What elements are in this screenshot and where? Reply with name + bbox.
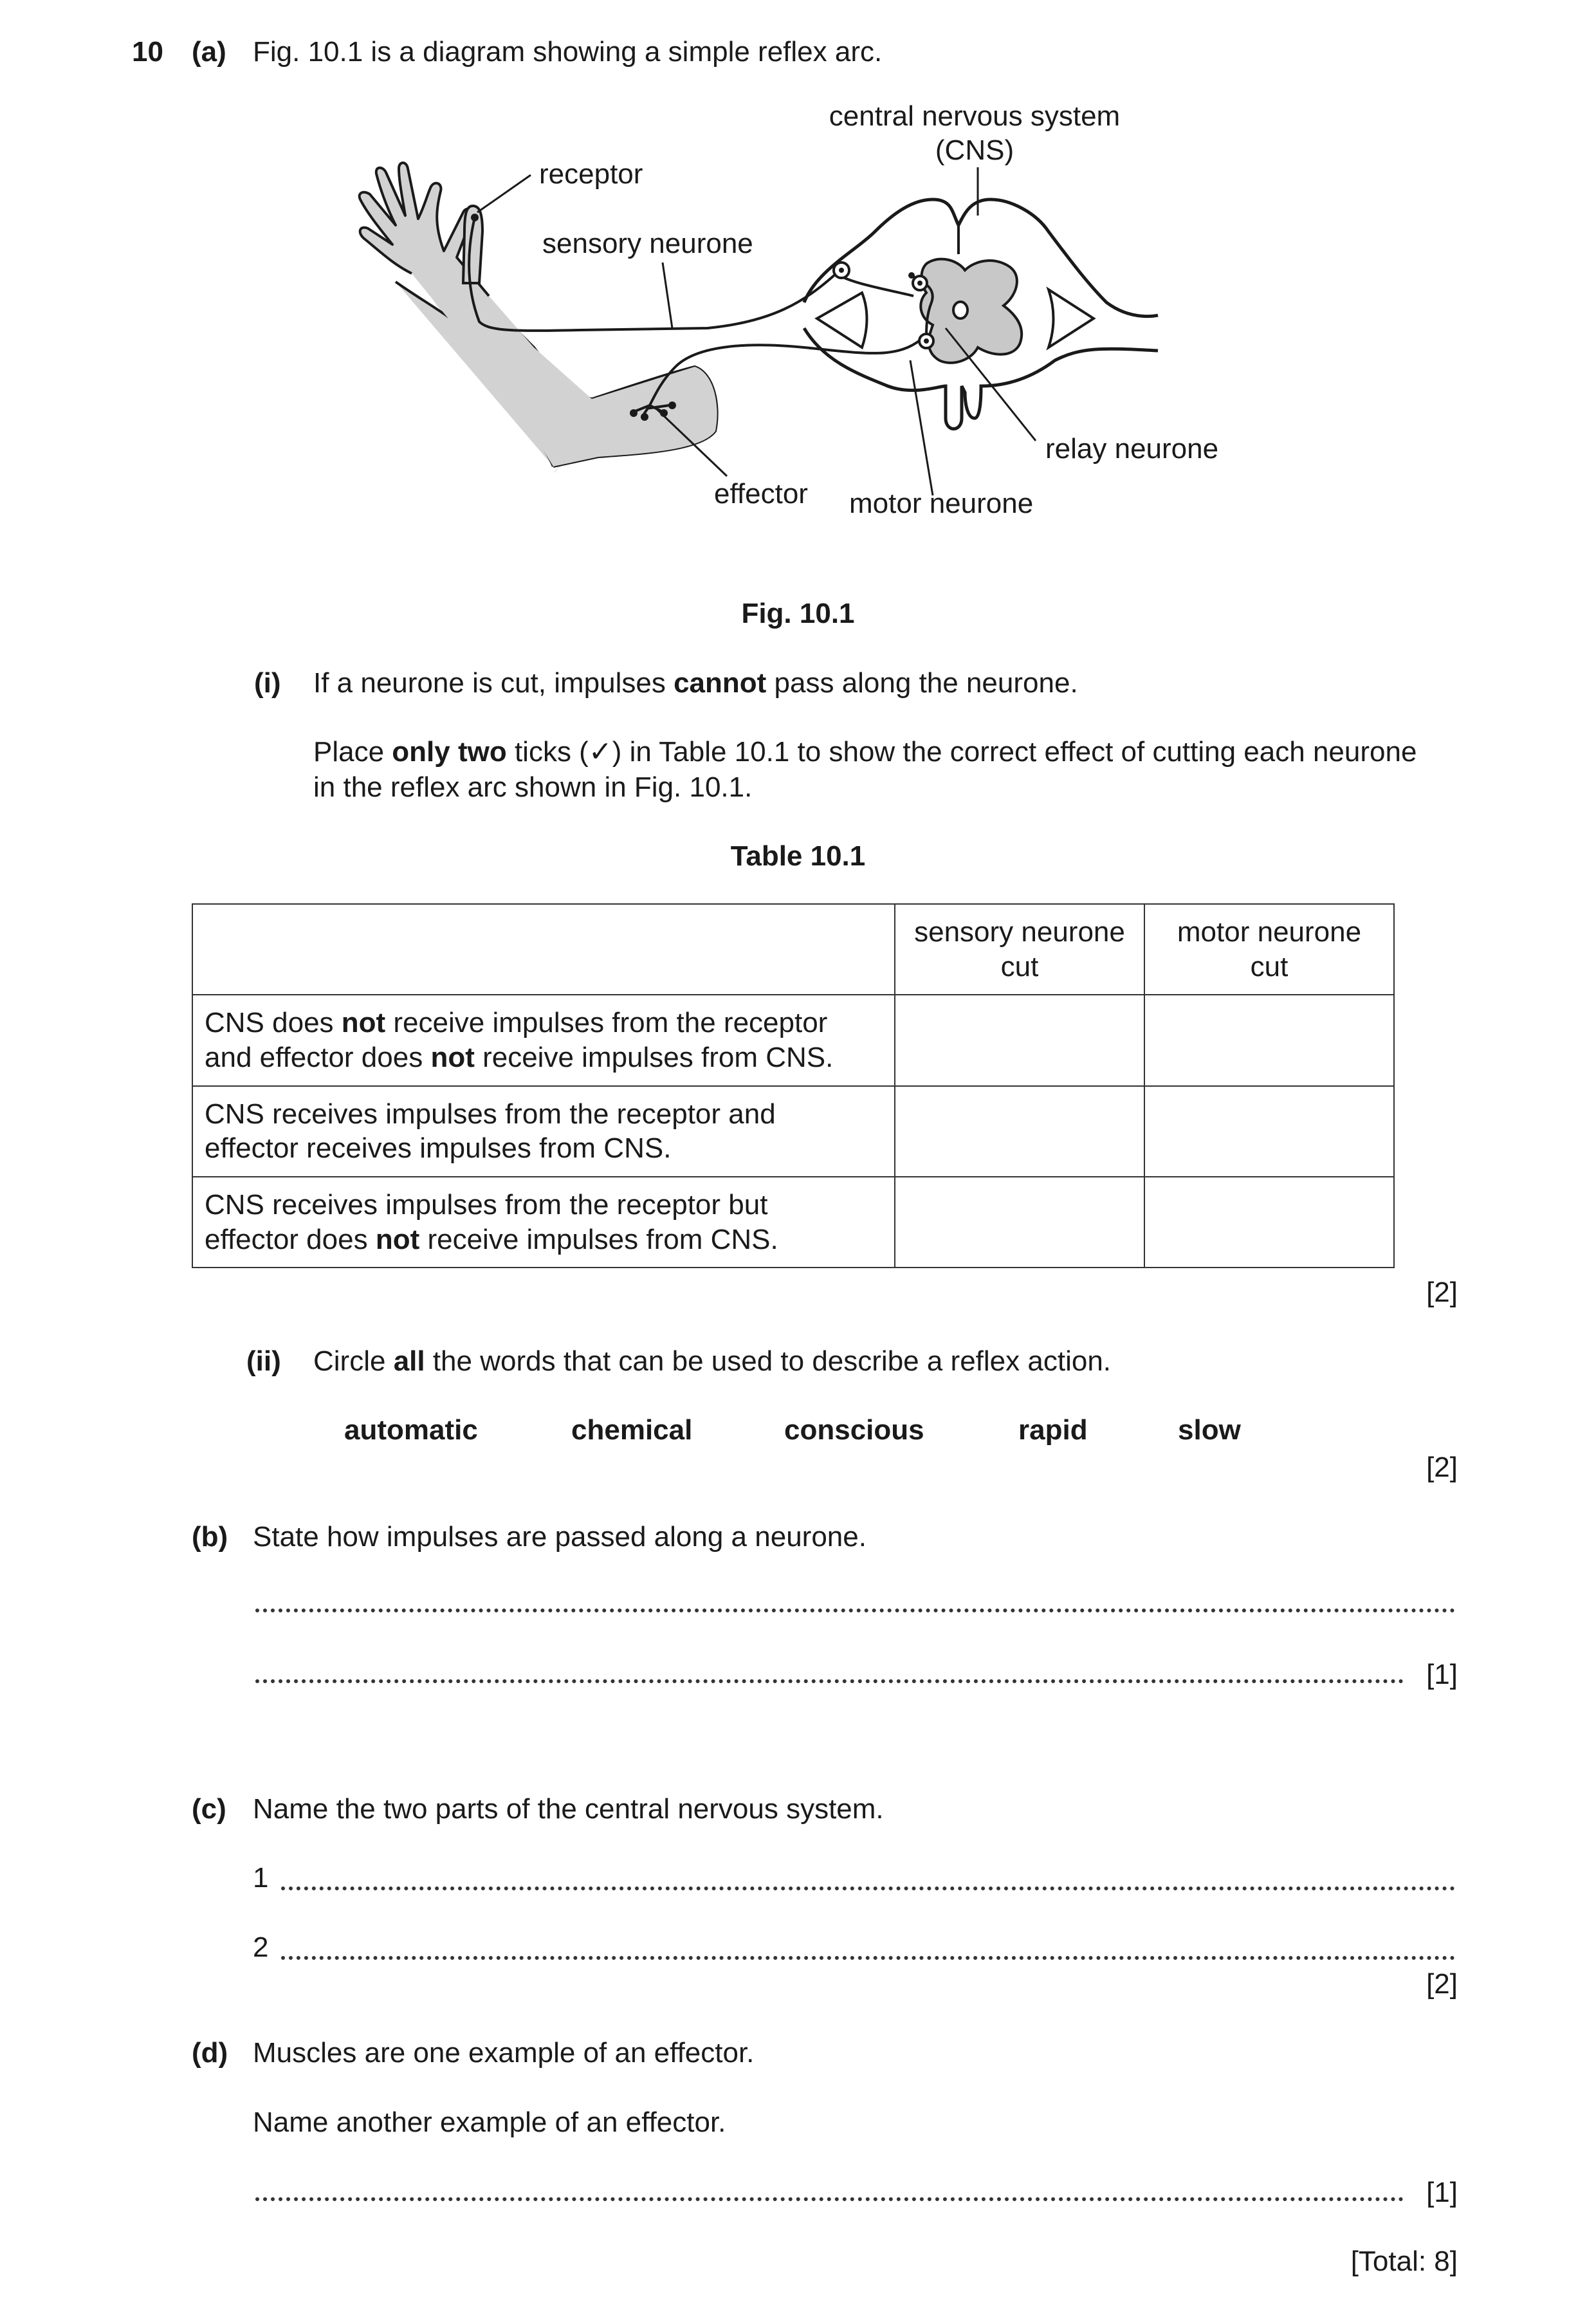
row1-text-e: not: [430, 1042, 475, 1074]
row2-text-b: effector receives impulses from CNS.: [205, 1132, 672, 1165]
table-header-blank: [192, 904, 895, 995]
row3-text-c: not: [375, 1223, 420, 1255]
row1-description: [192, 995, 895, 1085]
part-i-line1: [313, 667, 1078, 701]
row1-text-b: not: [341, 1007, 386, 1039]
row2-text-a: CNS receives impulses from the receptor and: [205, 1098, 776, 1130]
sensory-neurone-label: sensory neurone: [542, 228, 753, 259]
row2-description: [192, 1086, 895, 1177]
word-chemical[interactable]: chemical: [571, 1414, 693, 1446]
part-i-line1-pre: If a neurone is cut, impulses: [313, 667, 674, 699]
part-i-line3: in the reflex arc shown in Fig. 10.1.: [313, 771, 753, 803]
part-a-intro: Fig. 10.1 is a diagram showing a simple reflex arc.: [253, 36, 883, 68]
table-10-1: [192, 903, 1395, 1268]
row2-sensory-tick-cell[interactable]: [895, 1086, 1144, 1177]
row3-text-a: CNS receives impulses from the receptor but: [205, 1189, 768, 1221]
row1-text-a: CNS does: [205, 1007, 342, 1039]
motor-leader: [910, 360, 933, 495]
part-c-item-1: 1: [253, 1862, 269, 1894]
row1-text-f: receive impulses from CNS.: [474, 1042, 834, 1074]
part-ii-prompt-post: the words that can be used to describe a reflex action.: [425, 1345, 1112, 1377]
part-c-answer-line-1[interactable]: [281, 1886, 1455, 1890]
receptor-leader: [477, 175, 531, 212]
row3-sensory-tick-cell[interactable]: [895, 1177, 1144, 1268]
effector-label: effector: [714, 478, 808, 510]
row3-text-d: receive impulses from CNS.: [419, 1223, 778, 1255]
sensory-leader: [663, 263, 672, 328]
grey-matter: [921, 259, 1022, 363]
row1-sensory-tick-cell[interactable]: [895, 995, 1144, 1085]
receptor-label: receptor: [539, 158, 643, 190]
cns-label-line2: (CNS): [935, 134, 1014, 166]
total-marks: [Total: 8]: [1350, 2246, 1458, 2277]
part-d-label: (d): [192, 2037, 228, 2069]
header-sensory-neurone-cut: sensory neurone cut: [895, 904, 1144, 995]
word-conscious[interactable]: conscious: [784, 1414, 924, 1446]
part-c-mark: [2]: [1426, 1968, 1458, 2000]
word-automatic[interactable]: automatic: [344, 1414, 478, 1446]
motor-neurone-label: motor neurone: [849, 488, 1034, 519]
row1-motor-tick-cell[interactable]: [1144, 995, 1394, 1085]
question-number: 10: [132, 36, 163, 68]
part-ii-prompt-pre: Circle: [313, 1345, 394, 1377]
part-c-item-2: 2: [253, 1932, 269, 1963]
header-motor-neurone-cut: motor neurone cut: [1144, 904, 1394, 995]
part-ii-prompt: [313, 1345, 1111, 1379]
part-c-label: (c): [192, 1793, 226, 1825]
part-b-mark: [1]: [1426, 1659, 1458, 1690]
part-b-prompt: State how impulses are passed along a neurone.: [253, 1521, 867, 1553]
part-i-line2-bold: only two: [392, 736, 507, 768]
part-ii-label: (ii): [246, 1345, 281, 1377]
part-ii-prompt-bold: all: [393, 1345, 425, 1377]
table-caption: Table 10.1: [730, 840, 866, 872]
part-d-answer-line[interactable]: [255, 2197, 1404, 2201]
relay-neurone-label: relay neurone: [1045, 433, 1219, 465]
part-d-prompt-2: Name another example of an effector.: [253, 2107, 726, 2138]
part-i-line1-bold: cannot: [674, 667, 767, 699]
part-i-line1-post: pass along the neurone.: [766, 667, 1078, 699]
part-i-line2-post: ticks (✓) in Table 10.1 to show the correct effect of cutting each neurone: [506, 736, 1417, 768]
row1-text-c: receive impulses from the receptor: [385, 1007, 828, 1039]
part-i-label: (i): [254, 667, 281, 699]
part-d-mark: [1]: [1426, 2177, 1458, 2208]
part-b-answer-line-1[interactable]: [255, 1609, 1455, 1612]
row3-text-b: effector does: [205, 1223, 376, 1255]
part-a-label: (a): [192, 36, 226, 68]
part-c-prompt: Name the two parts of the central nervous system.: [253, 1793, 884, 1825]
figure-caption: Fig. 10.1: [741, 598, 855, 629]
part-d-prompt-1: Muscles are one example of an effector.: [253, 2037, 755, 2069]
part-i-mark: [2]: [1426, 1277, 1458, 1308]
word-rapid[interactable]: rapid: [1018, 1414, 1088, 1446]
reflex-arc-diagram: [0, 0, 1596, 579]
word-slow[interactable]: slow: [1178, 1414, 1241, 1446]
cns-label-line1: central nervous system: [829, 100, 1121, 132]
row3-description: [192, 1177, 895, 1268]
part-i-line2: [313, 735, 1417, 770]
part-b-answer-line-2[interactable]: [255, 1679, 1404, 1683]
part-i-line2-pre: Place: [313, 736, 392, 768]
part-b-label: (b): [192, 1521, 228, 1553]
row2-motor-tick-cell[interactable]: [1144, 1086, 1394, 1177]
part-ii-mark: [2]: [1426, 1452, 1458, 1483]
row1-text-d: and effector does: [205, 1042, 431, 1074]
row3-motor-tick-cell[interactable]: [1144, 1177, 1394, 1268]
part-c-answer-line-2[interactable]: [281, 1956, 1455, 1960]
